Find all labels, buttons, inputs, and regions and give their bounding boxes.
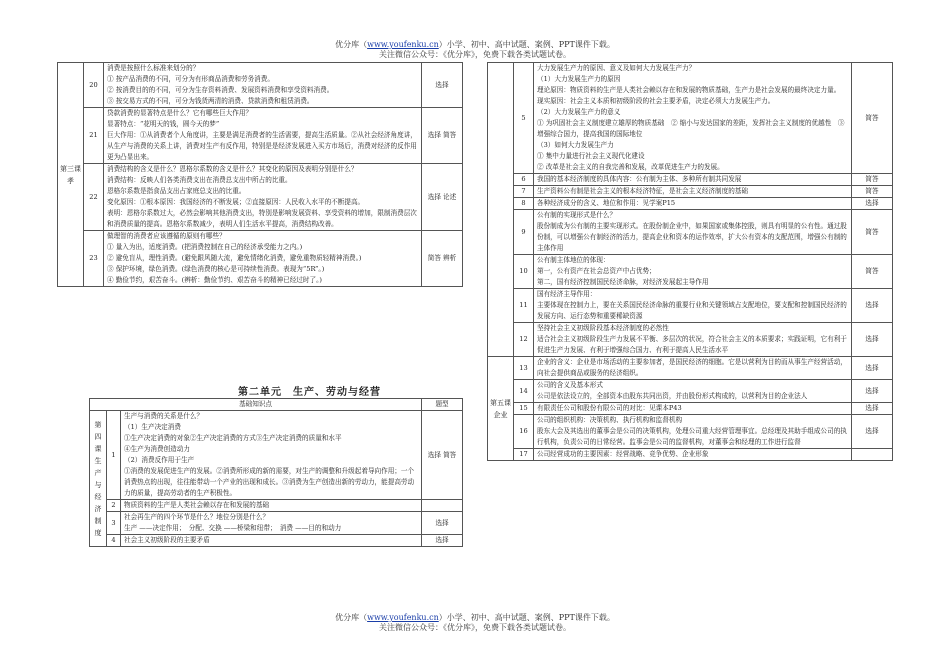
content-line: 显著特点：“花明天的钱，圆今天的梦” [107, 120, 220, 128]
content-line: 公司的含义及基本形式 [537, 381, 603, 389]
header-line-1: 优分库（www.youfenku.cn）小学、初中、高中试题、案例、PPT课件下载。 [335, 40, 615, 49]
row-content [534, 403, 852, 415]
table-row [488, 415, 893, 449]
row-number: 3 [107, 512, 121, 535]
row-number: 23 [84, 231, 104, 287]
question-type: 选择 [852, 289, 893, 323]
table-row [58, 231, 463, 287]
question-type: 选择 [422, 535, 463, 547]
table-row [488, 255, 893, 289]
content-line: 生产与消费的关系是什么？ [124, 412, 204, 420]
row-content [121, 500, 422, 512]
content-line: 第二，国有经济控制国民经济命脉，对经济发展起主导作用 [537, 278, 709, 286]
row-content [121, 512, 422, 535]
content-line: 公有制的实现形式是什么？ [537, 211, 617, 219]
content-line: ① 按产品消费的不同，可分为有形商品消费和劳务消费。 [107, 75, 274, 83]
content-line: 各种经济成分的含义、地位和作用：见学案P15 [537, 199, 676, 207]
row-number: 13 [514, 357, 534, 380]
question-type: 选择 简答 [422, 411, 463, 500]
content-line: ①消费的发展促进生产的发展。②消费所形成的新的需要，对生产的调整和升级起着导向作用；一个消费热点的出现，往往能带动一个产业的出现和成长。③消费为生产创造出新的劳动力，能提高劳动力的质量，提高劳动者的生产积极性。 [124, 467, 415, 497]
content-line: ① 为巩固社会主义制度建立雄厚的物质基础 ② 缩小与发达国家的差距，发挥社会主义制度的优越性 ③增强综合国力，提高我国的国际地位 [537, 119, 845, 138]
section-label: 第三课 孝 [58, 63, 84, 287]
content-line: 贷款消费的显著特点是什么？它有哪些巨大作用？ [107, 109, 253, 117]
content-line: 国有经济主导作用： [537, 290, 597, 298]
section-label: 第四课 生产与经济制度 [90, 411, 107, 547]
question-type: 简答 [852, 186, 893, 198]
content-line: 公有制主体地位的体现： [537, 256, 610, 264]
question-type: 简答 [852, 210, 893, 255]
row-number: 8 [514, 198, 534, 210]
row-number: 22 [84, 164, 104, 231]
question-type: 选择 简答 [422, 108, 463, 164]
content-line: 公司经营成功的主要因素：经营战略、竞争优势、企业形象 [537, 450, 709, 458]
content-line: 社会再生产的四个环节是什么？地位分别是什么？ [124, 513, 270, 521]
row-number: 9 [514, 210, 534, 255]
row-content [104, 108, 422, 164]
content-line: 理论原因：物质资料的生产是人类社会赖以存在和发展的物质基础，生产力是社会发展的最终决定力量。 [537, 86, 841, 94]
row-content [534, 415, 852, 449]
row-content [104, 231, 422, 287]
content-line: 有限责任公司和股份有限公司的对比：见课本P43 [537, 404, 682, 412]
row-number: 7 [514, 186, 534, 198]
page-header [0, 40, 950, 60]
row-content [534, 255, 852, 289]
table-row [58, 108, 463, 164]
content-line: 公司是依法设立的，全部资本由股东共同出资，并由股份形式构成的，以营利为目的企业法人 [537, 392, 808, 400]
row-content [534, 198, 852, 210]
row-content [534, 63, 852, 174]
left-bottom-table [89, 398, 463, 547]
table-row [488, 210, 893, 255]
row-content [121, 535, 422, 547]
question-type: 简答 [852, 174, 893, 186]
row-number: 14 [514, 380, 534, 403]
footer-site-link[interactable]: www.youfenku.cn [367, 613, 439, 622]
content-line: ① 量入为出，适度消费。(把消费控制在自己的经济承受能力之内。) [107, 243, 303, 251]
question-type: 选择 [852, 198, 893, 210]
question-type: 简答 辨析 [422, 231, 463, 287]
content-line: 巨大作用：①从消费者个人角度讲，主要是满足消费者的生活需要，提高生活质量。②从社会经济角度讲，从生产与消费的关系上讲，消费对生产有反作用，特别是是经济发展进入买方市场后，消费对经济的反作用更为凸显出来。 [107, 131, 417, 161]
page-footer [0, 613, 950, 633]
column-header-knowledge: 基础知识点 [90, 399, 422, 411]
table-row [488, 449, 893, 461]
question-type: 简答 [852, 255, 893, 289]
content-line: 恩格尔系数是指食品支出占家庭总支出的比重。 [107, 187, 246, 195]
content-line: 表明：恩格尔系数过大，必然会影响其他消费支出，特别是影响发展资料、享受资料的增加，限制消费层次和消费质量的提高。恩格尔系数减少，表明人们生活水平提高，消费结构改善。 [107, 209, 417, 228]
table-row [488, 289, 893, 323]
unit-title: 第二单元 生产、劳动与经营 [238, 387, 381, 398]
table-row [488, 186, 893, 198]
content-line: 第一，公有资产在社会总资产中占优势； [537, 267, 656, 275]
row-number: 6 [514, 174, 534, 186]
content-line: （2）消费反作用于生产 [124, 456, 195, 464]
content-line: 主要体现在控制力上，要在关系国民经济命脉的重要行业和关键领域占支配地位，要支配和控制国民经济的发展方向、运行态势和重要稀缺资源 [537, 301, 847, 320]
content-line: 生产 ——决定作用； 分配、交换 ——桥梁和纽带； 消费 ——目的和动力 [124, 524, 342, 532]
content-line: 大力发展生产力的原因、意义及如何大力发展生产力？ [537, 64, 696, 72]
content-line: 消费结构：反映人们各类消费支出在消费总支出中所占的比重。 [107, 176, 292, 184]
question-type [422, 500, 463, 512]
content-line: （1）大力发展生产力的原因 [537, 75, 621, 83]
row-number: 16 [514, 415, 534, 449]
section-label [488, 63, 514, 357]
row-content [534, 380, 852, 403]
row-number: 1 [107, 411, 121, 500]
question-type: 简答 [852, 63, 893, 174]
row-content [104, 63, 422, 108]
content-line: 坚持社会主义初级阶段基本经济制度的必然性 [537, 324, 669, 332]
table-row [488, 357, 893, 380]
row-content [104, 164, 422, 231]
row-content [534, 289, 852, 323]
content-line: 我国的基本经济制度的具体内容：公有制为主体、多种所有制共同发展 [537, 175, 742, 183]
row-content [534, 357, 852, 380]
table-header-row [90, 399, 463, 411]
content-line: 公司的组织机构：决策机构、执行机构和监督机构 [537, 416, 683, 424]
content-line: ② 改革是社会主义的自我完善和发展，改革促进生产力的发展。 [537, 163, 724, 171]
table-row [58, 164, 463, 231]
content-line: ③ 保护环境，绿色消费。(绿色消费的核心是可持续性消费。表现为“5R”。) [107, 265, 325, 273]
content-line: 物质资料的生产是人类社会赖以存在和发展的基础 [124, 501, 270, 509]
content-line: 做理智的消费者应该遵循的原则有哪些？ [107, 232, 226, 240]
section-label: 第五课 企业 [488, 357, 514, 461]
column-header-type: 题型 [422, 399, 463, 411]
content-line: ② 避免盲从，理性消费。(避免跟风随大流，避免情绪化消费，避免重物质轻精神消费。) [107, 254, 362, 262]
content-line: ② 按消费目的的不同，可分为生存资料消费、发展资料消费和享受资料消费。 [107, 86, 334, 94]
table-row [488, 323, 893, 357]
question-type [852, 449, 893, 461]
content-line: 现实原因：社会主义本质和初级阶段的社会主要矛盾，决定必须大力发展生产力。 [537, 97, 775, 105]
row-number: 11 [514, 289, 534, 323]
content-line: （3）如何大力发展生产力 [537, 141, 614, 149]
table-row [90, 411, 463, 500]
header-line-2: 关注微信公众号：《优分库》，免费下载各类试题试卷。 [379, 50, 571, 59]
content-line: （1）生产决定消费 [124, 423, 181, 431]
row-number: 5 [514, 63, 534, 174]
table-row [488, 174, 893, 186]
content-line: ③ 按交易方式的不同，可分为钱货两清的消费、贷款消费和租赁消费。 [107, 97, 314, 105]
row-number: 10 [514, 255, 534, 289]
question-type: 选择 [852, 380, 893, 403]
content-line: ④ 勤俭节约，艰苦奋斗。(辨析：勤俭节约、艰苦奋斗的精神已经过时了。) [107, 276, 322, 284]
table-row [90, 512, 463, 535]
row-number: 20 [84, 63, 104, 108]
row-number: 21 [84, 108, 104, 164]
content-line: 股份制成为公有制的主要实现形式。在股份制企业中，如果国家或集体控股，则具有明显的公有性。通过股份制，可以增强公有制经济的活力，提高企业和资本的运作效率，扩大公有资本的支配范围，增强公有制的主体作用 [537, 222, 847, 252]
table-row [488, 403, 893, 415]
row-number: 17 [514, 449, 534, 461]
content-line: 消费结构的含义是什么？恩格尔系数的含义是什么？其变化的原因及表明分别是什么？ [107, 165, 358, 173]
table-row [488, 198, 893, 210]
row-content [534, 323, 852, 357]
row-number: 12 [514, 323, 534, 357]
header-site-link[interactable]: www.youfenku.cn [367, 40, 439, 49]
question-type: 选择 [852, 415, 893, 449]
row-number: 4 [107, 535, 121, 547]
content-line: 生产资料公有制是社会主义的根本经济特征，是社会主义经济制度的基础 [537, 187, 748, 195]
footer-line-2: 关注微信公众号：《优分库》，免费下载各类试题试卷。 [379, 623, 571, 632]
content-line: 企业的含义：企业是市场活动的主要参加者，是国民经济的细胞。它是以营利为目的而从事生产经营活动，向社会提供商品或服务的经济组织。 [537, 358, 847, 377]
content-line: ①生产决定消费的对象②生产决定消费的方式③生产决定消费的质量和水平 [124, 434, 342, 442]
content-line: ④生产为消费创造动力 [124, 445, 190, 453]
content-line: ① 集中力量进行社会主义现代化建设 [537, 152, 645, 160]
row-content [121, 411, 422, 500]
row-number: 2 [107, 500, 121, 512]
content-line: 社会主义初级阶段的主要矛盾 [124, 536, 210, 544]
row-content [534, 449, 852, 461]
row-content [534, 174, 852, 186]
left-top-table [57, 62, 463, 287]
table-row [90, 535, 463, 547]
footer-line-1: 优分库（www.youfenku.cn）小学、初中、高中试题、案例、PPT课件下载。 [335, 613, 615, 622]
question-type: 选择 [422, 512, 463, 535]
right-table [487, 62, 893, 461]
content-line: 变化原因：①根本原因：我国经济的不断发展；②直接原因：人民收入水平的不断提高。 [107, 198, 365, 206]
content-line: 股东大会及其选出的董事会是公司的决策机构，处理公司重大经营管理事宜。总经理及其助手组成公司的执行机构，负责公司的日常经营。监事会是公司的监督机构，对董事会和经理的工作进行监督 [537, 427, 847, 446]
row-number: 15 [514, 403, 534, 415]
table-row [90, 500, 463, 512]
question-type: 选择 [852, 323, 893, 357]
row-content [534, 186, 852, 198]
table-row [488, 63, 893, 174]
table-row [58, 63, 463, 108]
table-row [488, 380, 893, 403]
content-line: 消费是按照什么标准来划分的？ [107, 64, 200, 72]
content-line: 适合社会主义初级阶段生产力发展不平衡、多层次的状况，符合社会主义的本质要求；实践证明，它有利于促进生产力发展、有利于增强综合国力、有利于提高人民生活水平 [537, 335, 847, 354]
content-line: （2）大力发展生产力的意义 [537, 108, 621, 116]
question-type: 选择 [852, 403, 893, 415]
row-content [534, 210, 852, 255]
question-type: 选择 论述 [422, 164, 463, 231]
question-type: 选择 [422, 63, 463, 108]
question-type: 选择 [852, 357, 893, 380]
